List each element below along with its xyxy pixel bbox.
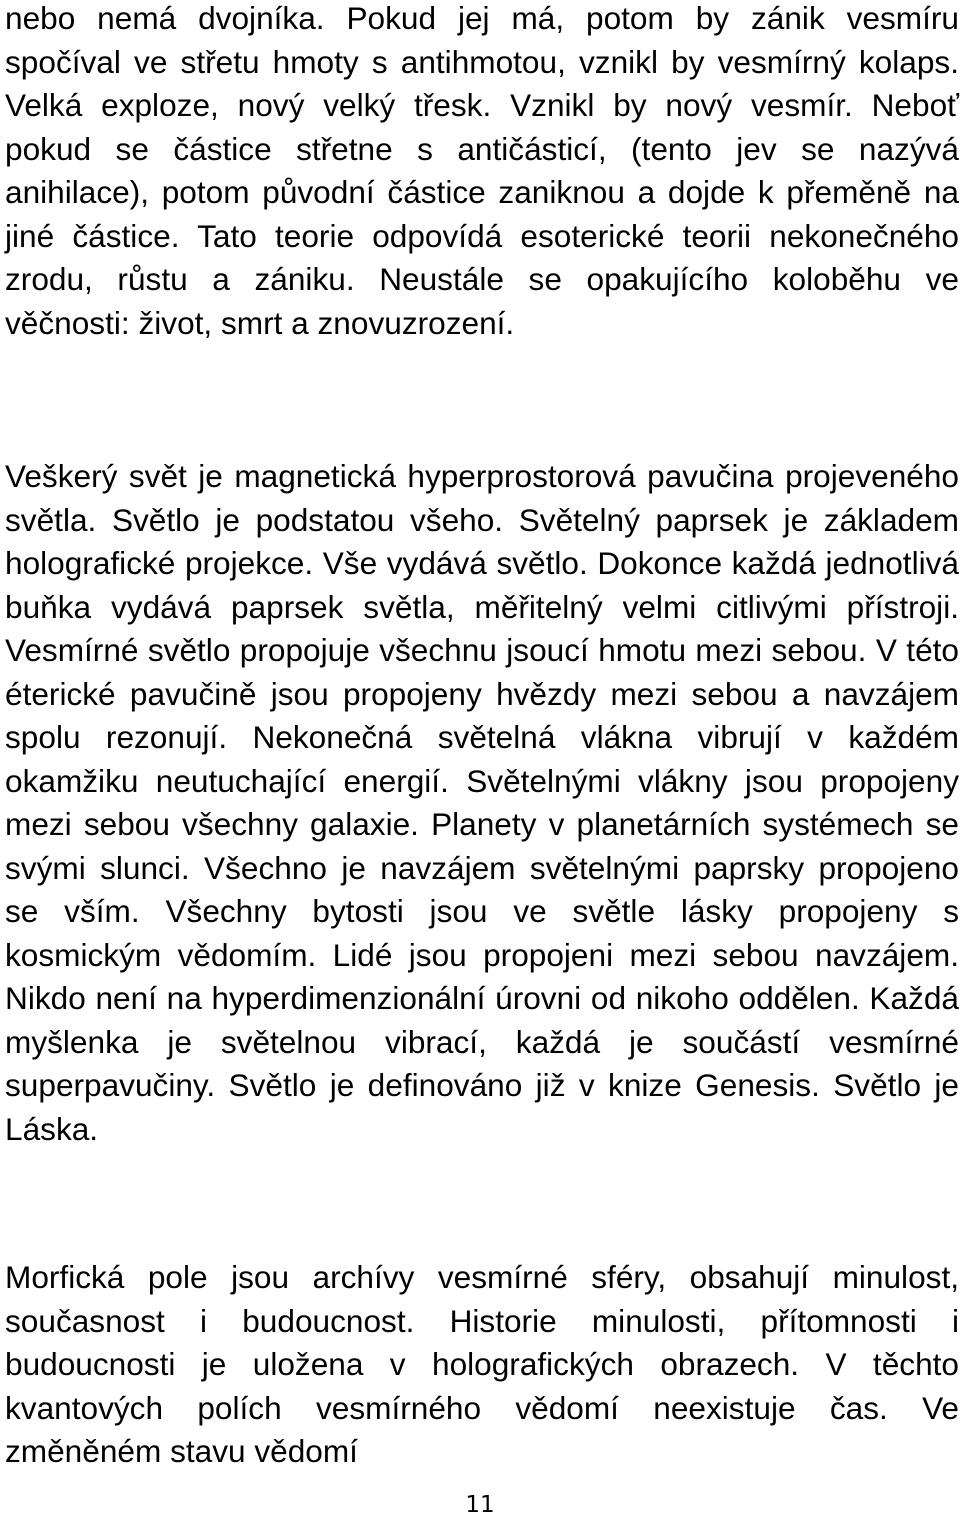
paragraph-morphic-fields: Morfická pole jsou archívy vesmírné sféry, obsahují minulost, současnost i budoucnost. Historie minulosti, přítomnosti i budoucnosti je uložena v holografických obrazech. V těchto kvantových polích vesmírného vědomí neexistuje čas. Ve změněném stavu vědomí bbox=[5, 1259, 959, 1469]
paragraph-antimatter: nebo nemá dvojníka. Pokud jej má, potom by zánik vesmíru spočíval ve střetu hmoty s antihmotou, vznikl by vesmírný kolaps. Velká exploze, nový velký třesk. Vznikl by nový vesmír. Neboť pokud se částice střetne s antičásticí, (tento jev se nazývá anihilace), potom původní částice zaniknou a dojde k přeměně na jiné částice. Tato teorie odpovídá esoterické teorii nekonečného zrodu, růstu a zániku. Neustále se opakujícího koloběhu ve věčnosti: život, smrt a znovuzrození. bbox=[5, 0, 959, 341]
paragraph-light-web: Veškerý svět je magnetická hyperprostorová pavučina projeveného světla. Světlo je podstatou všeho. Světelný paprsek je základem holografické projekce. Vše vydává světlo. Dokonce každá jednotlivá buňka vydává paprsek světla, měřitelný velmi citlivými přístroji. Vesmírné světlo propojuje všechnu jsoucí hmotu mezi sebou. V této éterické pavučině jsou propojeny hvězdy mezi sebou a navzájem spolu rezonují. Nekonečná světelná vlákna vibrují v každém okamžiku neutuchající energií. Světelnými vlákny jsou propojeny mezi sebou všechny galaxie. Planety v planetárních systémech se svými slunci. Všechno je navzájem světelnými paprsky propojeno se vším. Všechny bytosti jsou ve světle lásky propojeny s kosmickým vědomím. Lidé jsou propojeni mezi sebou navzájem. Nikdo není na hyperdimenzionální úrovni od nikoho oddělen. Každá myšlenka je světelnou vibrací, každá je součástí vesmírné superpavučiny. Světlo je definováno již v knize Genesis. Světlo je Láska. bbox=[5, 458, 959, 1147]
page-number: 11 bbox=[465, 1492, 495, 1518]
